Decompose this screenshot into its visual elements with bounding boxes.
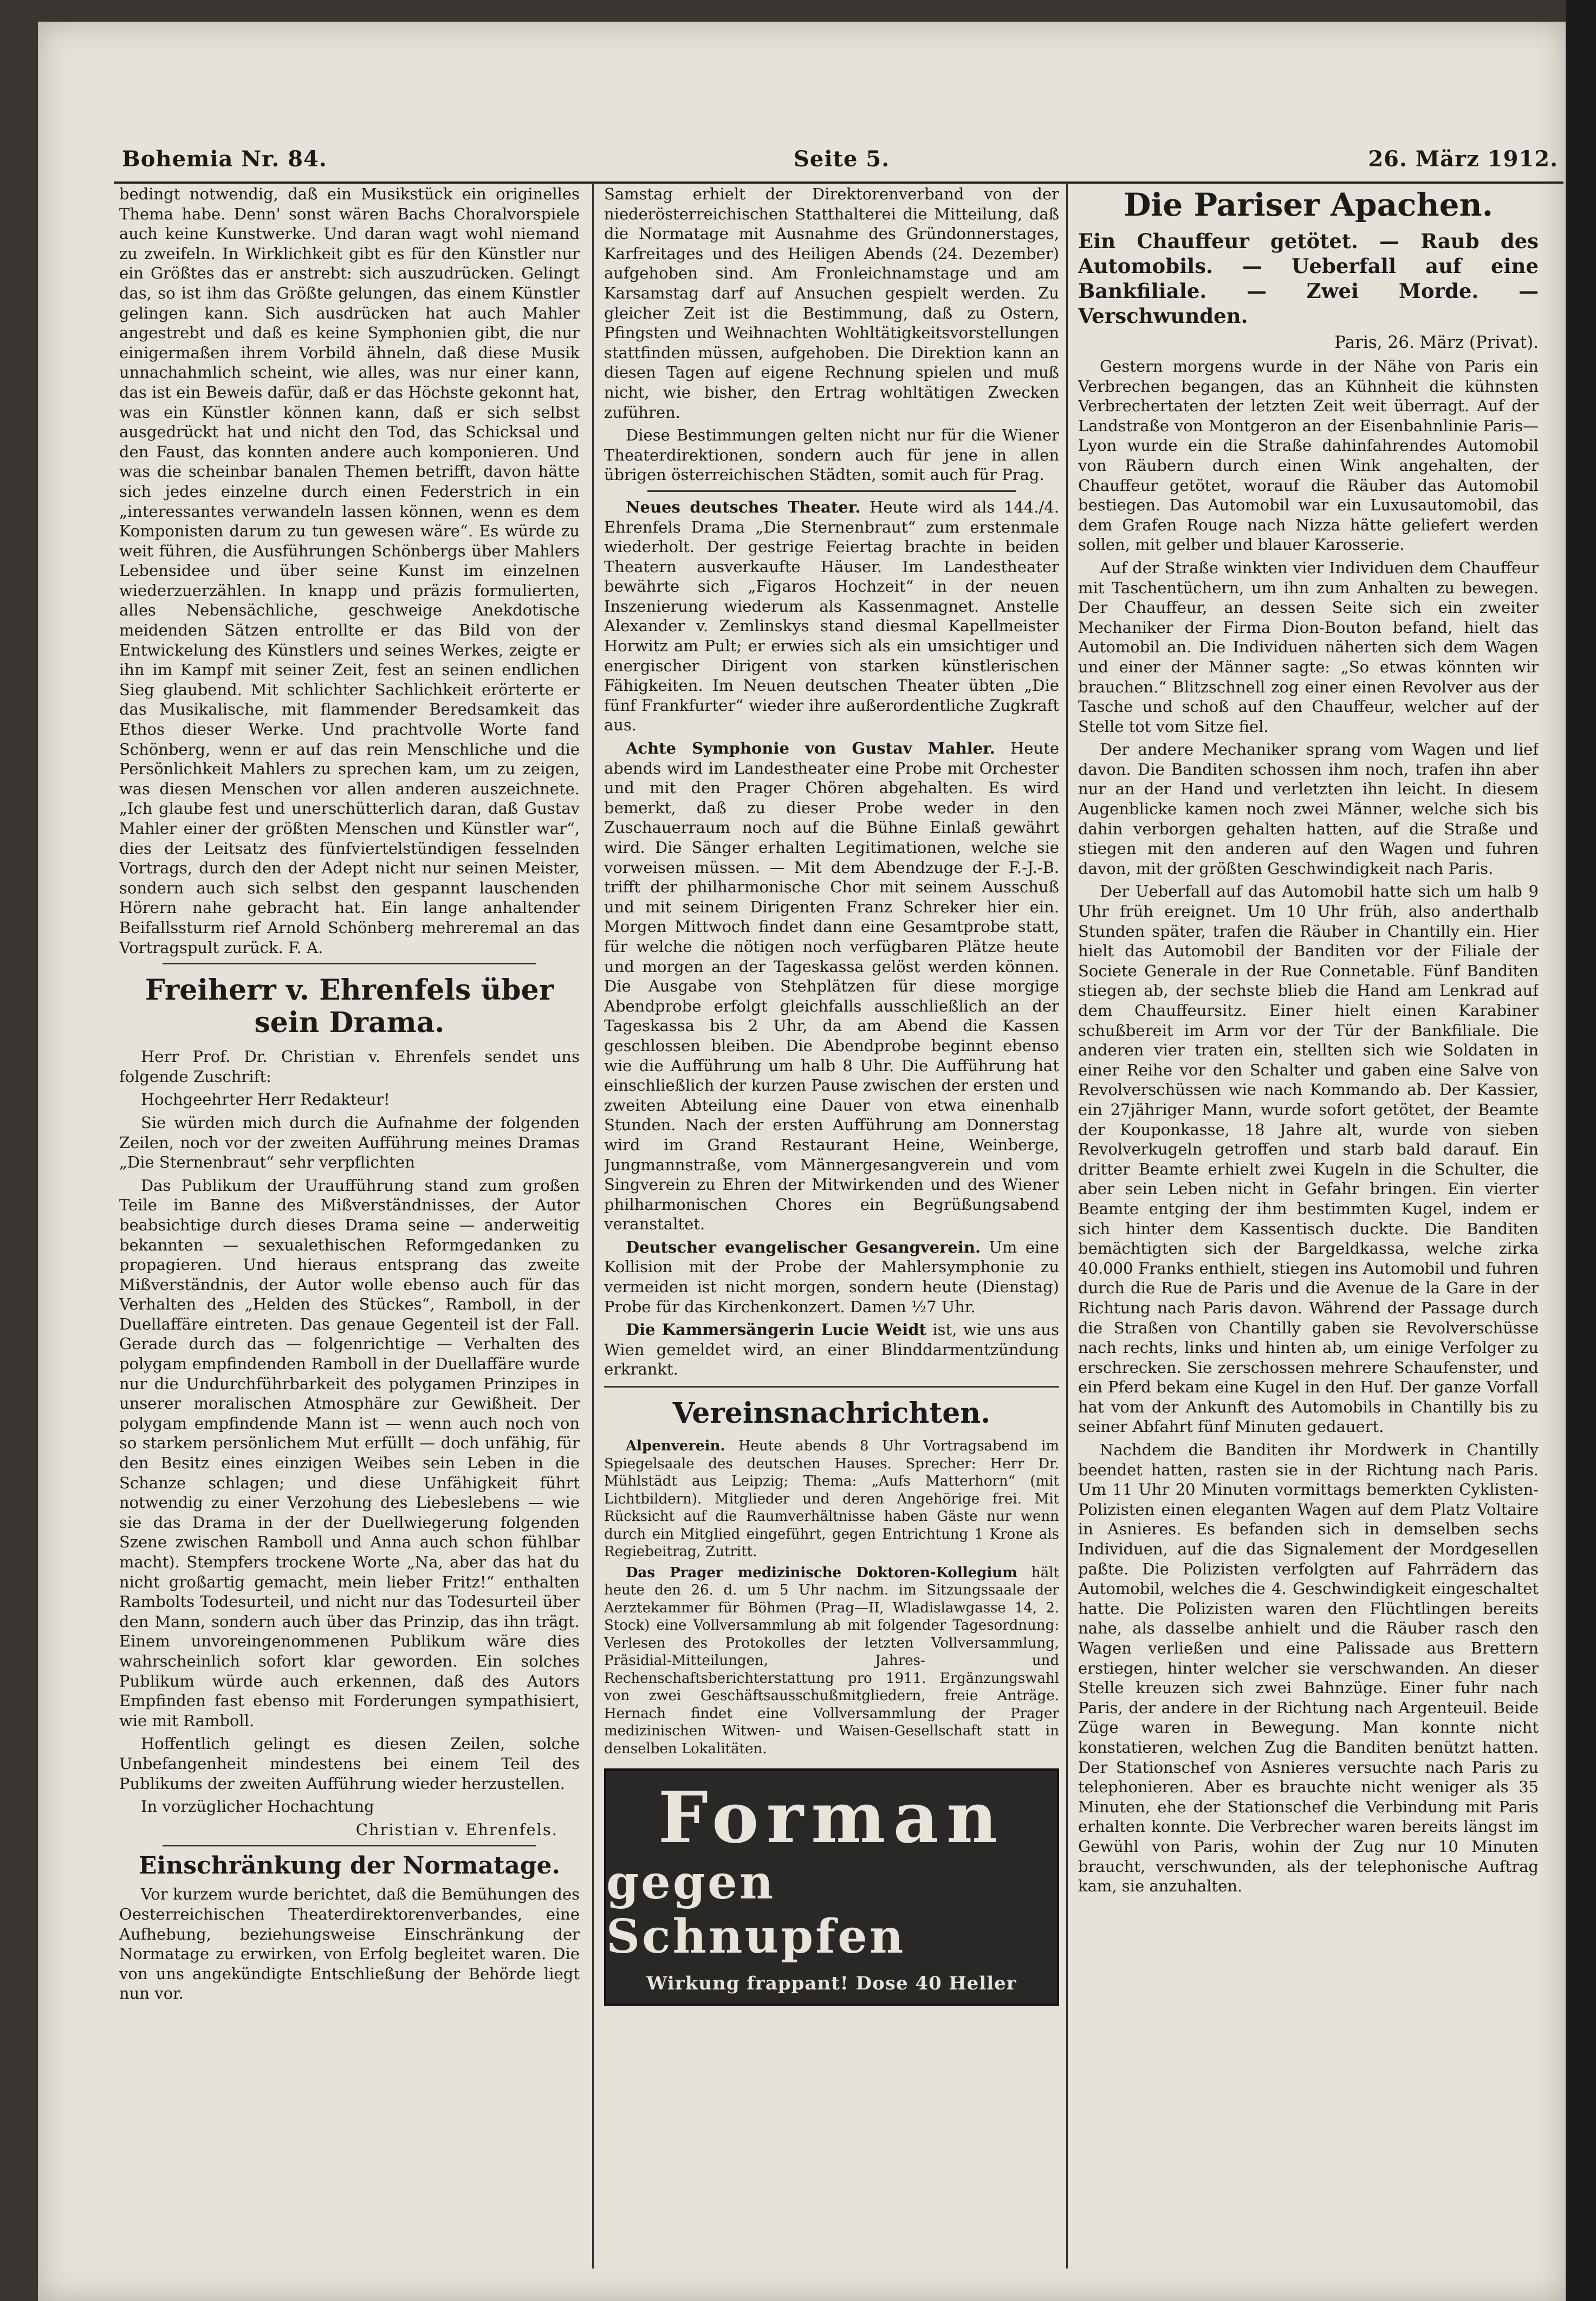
notice-lead: Alpenverein. — [626, 1438, 725, 1455]
apachen-paragraph: Nachdem die Banditen ihr Mordwerk in Chantilly beendet hatten, rasten sie in der Richtung nach Paris. Um 11 Uhr 20 Minuten vormittags bemerkten Cyklisten-Polizisten einen eleganten Wagen auf dem Platz Voltaire in Asnieres. Es befanden sich in demselben sechs Individuen, auf die das Signalement der Mordgesellen paßte. Die Polizisten verfolgten auf Fahrrädern das Automobil, welches die 4. Geschwindigkeit eingeschaltet hatte. Die Polizisten waren den Flüchtlingen bereits nahe, als dasselbe anhielt und die Räuber rasch den Wagen verließen und eine Palissade aus Brettern erstiegen, hinter welcher sie verschwanden. An dieser Stelle kreuzen sich zwei Bahnzüge. Einer fuhr nach Paris, der andere in der Richtung nach Argenteuil. Beide Züge waren in Bewegung. Man konnte nicht konstatieren, welchen Zug die Banditen benützt hatten. Der Stationschef von Asnieres versuchte nach Paris zu telephonieren. Aber es brauchte nicht weniger als 35 Minuten, ehe der Stationschef die Verbindung mit Paris erhalten konnte. Die Verbrecher waren bereits längst im Gewühl von Paris, wohin der Zug nur 10 Minuten braucht, verschwunden, als der telephonische Auftrag kam, sie anzuhalten. — [1078, 1441, 1539, 1896]
column-1 — [119, 184, 580, 2285]
normatage-continued: Diese Bestimmungen gelten nicht nur für die Wiener Theaterdirektionen, sondern auch für jene in allen übrigen österreichischen Städten, somit auch für Prag. — [604, 426, 1059, 484]
ehrenfels-paragraph: Sie würden mich durch die Aufnahme der folgenden Zeilen, noch vor der zweiten Aufführung meines Dramas „Die Sternenbraut“ sehr verpflichten — [119, 1113, 580, 1172]
advertisement — [604, 1768, 1059, 2006]
notice-lead: Neues deutsches Theater. — [626, 497, 861, 516]
club-notices — [604, 1437, 1059, 1758]
apachen-subheadline: Ein Chauffeur getötet. — Raub des Automobils. — Ueberfall auf eine Bankfiliale. — Zwei Morde. — Verschwunden. — [1078, 229, 1539, 328]
notice-body: Heute abends 8 Uhr Vortragsabend im Spiegelsaale des deutschen Hauses. Sprecher: Herr Dr. Mühlstädt aus Leipzig; Thema: „Aufs Matterhorn“ (mit Lichtbildern). Mitglieder und deren Angehörige frei. Mit Rücksicht auf die Raumverhältnisse haben Gäste nur wenn durch ein Mitglied eingeführt, gegen Entrichtung 1 Krone als Regiebeitrag, Zutritt. — [604, 1438, 1059, 1560]
section-rule — [647, 490, 1016, 492]
scan-edge — [1566, 0, 1596, 2301]
column-divider — [1066, 184, 1068, 2268]
apachen-paragraph: Auf der Straße winkten vier Individuen dem Chauffeur mit Taschentüchern, um ihn zum Anhalten zu bewegen. Der Chauffeur, an dessen Seite sich ein zweiter Mechaniker der Firma Dion-Bouton befand, hielt das Automobil an. Die Individuen näherten sich dem Wagen und einer der Männer sagte: „So etwas könnten wir brauchen.“ Blitzschnell zog einer einen Revolver aus der Tasche und schoß auf den Chauffeur, welcher auf der Stelle tot vom Sitze fiel. — [1078, 558, 1539, 736]
notice-lead: Achte Symphonie von Gustav Mahler. — [626, 739, 995, 758]
notice-body: hält heute den 26. d. um 5 Uhr nachm. im Sitzungssaale der Aerztekammer für Böhmen (Prag—II, Wladislawgasse 14, 2. Stock) eine Vollversammlung ab mit folgender Tagesordnung: Verlesen des Protokolles der letzten Vollversammlung, Präsidial-Mitteilungen, Jahres- und Rechenschaftsberichterstattung pro 1911. Ergänzungswahl von zwei Geschäftsausschußmitgliedern, freie Anträge. Hernach findet eine Vollversammlung der Prager medizinischen Witwen- und Waisen-Gesellschaft statt in denselben Lokalitäten. — [604, 1564, 1059, 1757]
theater-notice — [604, 497, 1059, 735]
section-rule — [604, 1386, 1059, 1388]
ehrenfels-signature: Christian v. Ehrenfels. — [355, 1820, 558, 1839]
notice-body: Um eine Kollision mit der Probe der Mahlersymphonie zu vermeiden ist nicht morgen, sondern heute (Dienstag) Probe für das Kirchenkonzert. Damen ½7 Uhr. — [604, 1237, 1059, 1316]
column-2 — [604, 184, 1059, 2285]
column-divider — [592, 184, 594, 2268]
ehrenfels-paragraph: Das Publikum der Uraufführung stand zum großen Teile im Banne des Mißverständnisses, der Autor beabsichtige durch dieses Drama seine — anderweitig bekannten — sexualethischen Reformgedanken zu propagieren. Und hieraus entsprang das zweite Mißverständnis, der Autor wolle ebenso auch für das Verhalten des „Helden des Stückes“, Ramboll, in der Duellaffäre eintreten. Das genaue Gegenteil ist der Fall. Gerade durch das — folgenrichtige — Verhalten des polygam empfindenden Ramboll in der Duellaffäre wurde nur die Undurchführbarkeit des polygamen Prinzipes in unserer moralischen Atmosphäre zur Gewißheit. Der polygam empfindende Mann ist — wenn auch noch von so starkem persönlichem Mut erfüllt — doch unfähig, für den Besitz eines einzigen Weibes sein Leben in die Schanze schlagen; und diese Unfähigkeit führt notwendig zu einer Verzohung des Liebeslebens — wie sie das Drama in der der Duellwiegerung folgenden Szene zwischen Ramboll und Anna auch schon fühlbar macht). Stempfers trockene Worte „Na, aber das hat du nicht großartig gemacht, mein lieber Fritz!“ enthalten Rambolts Todesurteil, und nicht nur das Todesurteil über den Mann, sondern auch über das Prinzip, das ihn trägt. Einem unvoreingenommenen Publikum wäre dies wahrscheinlich sofort klar geworden. Ein solches Publikum würde auch erkennen, daß des Autors Empfinden fast ebenso mit Forderungen sympathisiert, wie mit Ramboll. — [119, 1176, 580, 1730]
notice-body: ist, wie uns aus Wien gemeldet wird, an einer Blinddarmentzündung erkrankt. — [604, 1320, 1059, 1379]
section-rule — [163, 1845, 536, 1846]
header-date: 26. März 1912. — [1368, 146, 1558, 172]
normatage-text: Vor kurzem wurde berichtet, daß die Bemühungen des Oesterreichischen Theaterdirektorenverbandes, eine Aufhebung, beziehungsweise Einschränkung der Normatage zu erwirken, von Erfolg begleitet waren. Die von uns angekündigte Entschließung der Behörde liegt nun vor. — [119, 1885, 580, 2003]
notice-lead: Das Prager medizinische Doktoren-Kollegium — [626, 1564, 1017, 1581]
apachen-paragraph: Der andere Mechaniker sprang vom Wagen und lief davon. Die Banditen schossen ihm noch, trafen ihn aber nur an der Hand und verletzten ihn leicht. In diesem Augenblicke kamen noch zwei Männer, welche sich bis dahin verborgen gehalten hatten, auf die Straße und stiegen mit den anderen auf den Wagen und fuhren davon, mit der größten Geschwindigkeit nach Paris. — [1078, 740, 1539, 878]
ad-brand: Forman — [658, 1776, 1005, 1859]
ehrenfels-paragraph: Hoffentlich gelingt es diesen Zeilen, solche Unbefangenheit mindestens bei einem Teil des Publikums der zweiten Aufführung wieder herzustellen. — [119, 1734, 580, 1793]
ad-slogan: gegen Schnupfen — [606, 1855, 906, 1965]
club-notice — [604, 1437, 1059, 1561]
notice-body: Heute wird als 144./4. Ehrenfels Drama „Die Sternenbraut“ zum erstenmale wiederholt. Der gestrige Feiertag brachte in beiden Theatern ausverkaufte Häuser. Im Landestheater bewährte sich „Figaros Hochzeit“ in der neuen Inszenierung wiederum als Kassenmagnet. Anstelle Alexander v. Zemlinskys stand diesmal Kapellmeister Horwitz am Pult; er erwies sich als ein umsichtiger und energischer Dirigent von starken künstlerischen Fähigkeiten. Im Neuen deutschen Theater übten „Die fünf Frankfurter“ wieder ihre außerordentliche Zugkraft aus. — [604, 497, 1059, 735]
apachen-headline: Die Pariser Apachen. — [1124, 186, 1493, 223]
notice-body: Heute abends wird im Landestheater eine Probe mit Orchester und mit den Prager Chören abgehalten. Es wird bemerkt, daß zu dieser Probe weder in den Zuschauerraum noch auf die Bühne Einlaß gewährt wird. Die Sänger erhalten Legitimationen, welche sie vorweisen müssen. — Mit dem Abendzuge der F.-J.-B. trifft der philharmonische Chor mit seinem Ausschuß und mit seinem Dirigenten Franz Schreker hier ein. Morgen Mittwoch findet dann eine Gesamtprobe statt, für welche die nötigen noch verfügbaren Plätze heute und morgen an der Tageskassa gelöst werden können. Die Ausgabe von Stehplätzen für diese morgige Abendprobe erfolgt gleichfalls ausschließlich an der Tageskassa bis 2 Uhr, da am Abend die Kassen geschlossen bleiben. Die Abendprobe beginnt ebenso wie die Aufführung um halb 8 Uhr. Die Aufführung hat einschließlich der kurzen Pause zwischen der ersten und zweiten Abteilung eine Dauer von etwa einenhalb Stunden. Nach der ersten Aufführung am Donnerstag wird im Grand Restaurant Heine, Weinberge, Jungmannstraße, vom Männergesangverein und vom Singverein zu Ehren der Mitwirkenden und des Wiener philharmonischen Chores ein Begrüßungsabend veranstaltet. — [604, 739, 1059, 1234]
theater-notice — [604, 738, 1059, 1234]
ehrenfels-intro: Herr Prof. Dr. Christian v. Ehrenfels sendet uns folgende Zuschrift: — [119, 1047, 580, 1086]
vereinsnachrichten-headline: Vereinsnachrichten. — [672, 1397, 991, 1430]
section-rule — [163, 963, 536, 964]
ehrenfels-salutation: Hochgeehrter Herr Redakteur! — [141, 1090, 390, 1109]
ad-price: Wirkung frappant! Dose 40 Heller — [646, 1973, 1017, 1995]
apachen-dateline: Paris, 26. März (Privat). — [1334, 333, 1539, 352]
normatage-headline: Einschränkung der Normatage. — [138, 1852, 560, 1880]
theater-notice — [604, 1237, 1059, 1317]
club-notice — [604, 1564, 1059, 1758]
notice-lead: Die Kammersängerin Lucie Weidt — [626, 1320, 926, 1339]
apachen-paragraph: Gestern morgens wurde in der Nähe von Paris ein Verbrechen begangen, das an Kühnheit die kühnsten Verbrechertaten der letzten Zeit weit überragt. Auf der Landstraße von Montgeron an der Eisenbahnlinie Paris—Lyon wurde ein die Straße dahinfahrendes Automobil von Räubern durch einen Wink angehalten, der Chauffeur getötet, worauf die Räuber das Automobil bestiegen. Das Automobil war ein Luxusautomobil, das dem Grafen Rouge nach Nizza hätte geliefert werden sollen, mit gelber und blauer Karosserie. — [1078, 357, 1539, 554]
ehrenfels-headline: Freiherr v. Ehrenfels über sein Drama. — [145, 974, 554, 1040]
notice-lead: Deutscher evangelischer Gesangverein. — [626, 1237, 981, 1256]
header-rule — [114, 182, 1563, 184]
column-3 — [1078, 184, 1539, 2285]
ehrenfels-closing: In vorzüglicher Hochachtung — [141, 1797, 374, 1816]
theater-notice — [604, 1320, 1059, 1379]
normatage-continued: Samstag erhielt der Direktorenverband von der niederösterreichischen Statthalterei die Mitteilung, daß die Normatage mit Ausnahme des Gründonnerstages, Karfreitages und des Heiligen Abends (24. Dezember) aufgehoben sind. Am Fronleichnamstage und am Karsamstag darf auf Ansuchen gespielt werden. Zu gleicher Zeit ist die Bestimmung, daß zu Ostern, Pfingsten und Weihnachten Wohltätigkeitsvorstellungen stattfinden müssen, aufgehoben. Die Direktion kann an diesen Tagen auf eigene Rechnung spielen und muß nicht, wie bisher, den Ertrag wohltätigen Zwecken zuführen. — [604, 185, 1059, 422]
header-issue: Bohemia Nr. 84. — [122, 146, 327, 172]
apachen-paragraph: Der Ueberfall auf das Automobil hatte sich um halb 9 Uhr früh ereignet. Um 10 Uhr früh, also anderthalb Stunden später, trafen die Räuber in Chantilly ein. Hier hielt das Automobil der Banditen vor der Filiale der Societe Generale in der Rue Connetable. Fünf Banditen stiegen ab, der sechste blieb die Hand am Lenkrad auf dem Chauffeursitz. Einer hielt einen Karabiner schußbereit im Arm vor der Tür der Bankfiliale. Die anderen vier traten ein, stellten sich wie Soldaten in einer Reihe vor den Schalter und gaben eine Salve von Revolverschüssen wie nach Kommando ab. Der Kassier, ein 27jähriger Mann, wurde sofort getötet, der Beamte der Kouponkasse, 18 Jahre alt, wurde von sieben Revolverkugeln getroffen und starb bald darauf. Ein dritter Beamte erhielt zwei Kugeln in die Schulter, die aber sein Leben nicht in Gefahr bringen. Ein vierter Beamte entging der ihm bestimmten Kugel, indem er sich hinter dem Kassentisch duckte. Die Banditen bemächtigten sich der Bargeldkassa, welche zirka 40.000 Franks enthielt, stiegen ins Automobil und fuhren durch die Rue de Paris und die Avenue de la Gare in der Richtung nach Paris davon. Während der Passage durch die Straßen von Chantilly gaben sie Revolverschüsse nach rechts, links und hinten ab, um einige Verfolger zu erschrecken. Sie zerschossen mehrere Schaufenster, und ein Pferd bekam eine Kugel in den Huf. Der ganze Vorfall hat vom der Ankunft des Automobils in Chantilly bis zu seiner Abfahrt fünf Minuten gedauert. — [1078, 882, 1539, 1436]
mahler-review-text: bedingt notwendig, daß ein Musikstück ein originelles Thema habe. Denn' sonst wären Bachs Choralvorspiele auch keine Kunstwerke. Und daran wagt wohl niemand zu zweifeln. In Wirklichkeit gibt es für den Künstler nur ein Größtes das er anstrebt: sich auszudrücken. Gelingt das, so ist ihm das Größte gelungen, das einem Künstler gelingen kann. Sich ausdrücken hat auch Mahler angestrebt und daß es keine Symphonien gibt, die nur einigermaßen ihrem Vorbild ähneln, daß diese Musik unnachahmlich scheint, wie alles, was nur einer kann, das ist ein Beweis dafür, daß er das Höchste gekonnt hat, was ein Künstler können kann, daß er sich selbst ausgedrückt hat und nicht den Tod, das Schicksal und den Faust, das konnten andere auch komponieren. Und was die scheinbar banalen Themen betrifft, davon hätte sich jedes einzelne durch einen Federstrich in ein „interessantes verwandeln lassen können, wenn es dem Komponisten darum zu tun gewesen wäre“. Es würde zu weit führen, die Ausführungen Schönbergs über Mahlers Lebensidee und über seine Kunst im einzelnen wiederzuerzählen. In knapp und präzis formulierten, alles Nebensächliche, geschweige Anekdotische meidenden Sätzen entrollte er das Bild von der Entwickelung des Künstlers und seines Werkes, zeigte er ihn im Kampf mit seiner Zeit, fest an seinen endlichen Sieg glaubend. Mit schlichter Sachlichkeit erörterte er das Musikalische, mit flammender Beredsamkeit das Ethos dieser Werke. Und prachtvolle Worte fand Schönberg, wenn er auf das rein Menschliche und die Persönlichkeit Mahlers zu sprechen kam, um zu zeigen, was diesen Menschen vor allen anderen auszeichnete. „Ich glaube fest und unerschütterlich daran, daß Gustav Mahler einer der größten Menschen und Künstler war“, dies der Leitsatz des fünfviertelstündigen fesselnden Vortrags, durch den der Adept nicht nur seinen Meister, sondern auch sich selbst den gespannt lauschenden Hörern nahe gebracht hat. Ein lange anhaltender Beifallssturm rief Arnold Schönberg mehreremal an das Vortragspult zurück. F. A. — [119, 185, 580, 957]
header-page-number: Seite 5. — [794, 146, 890, 172]
